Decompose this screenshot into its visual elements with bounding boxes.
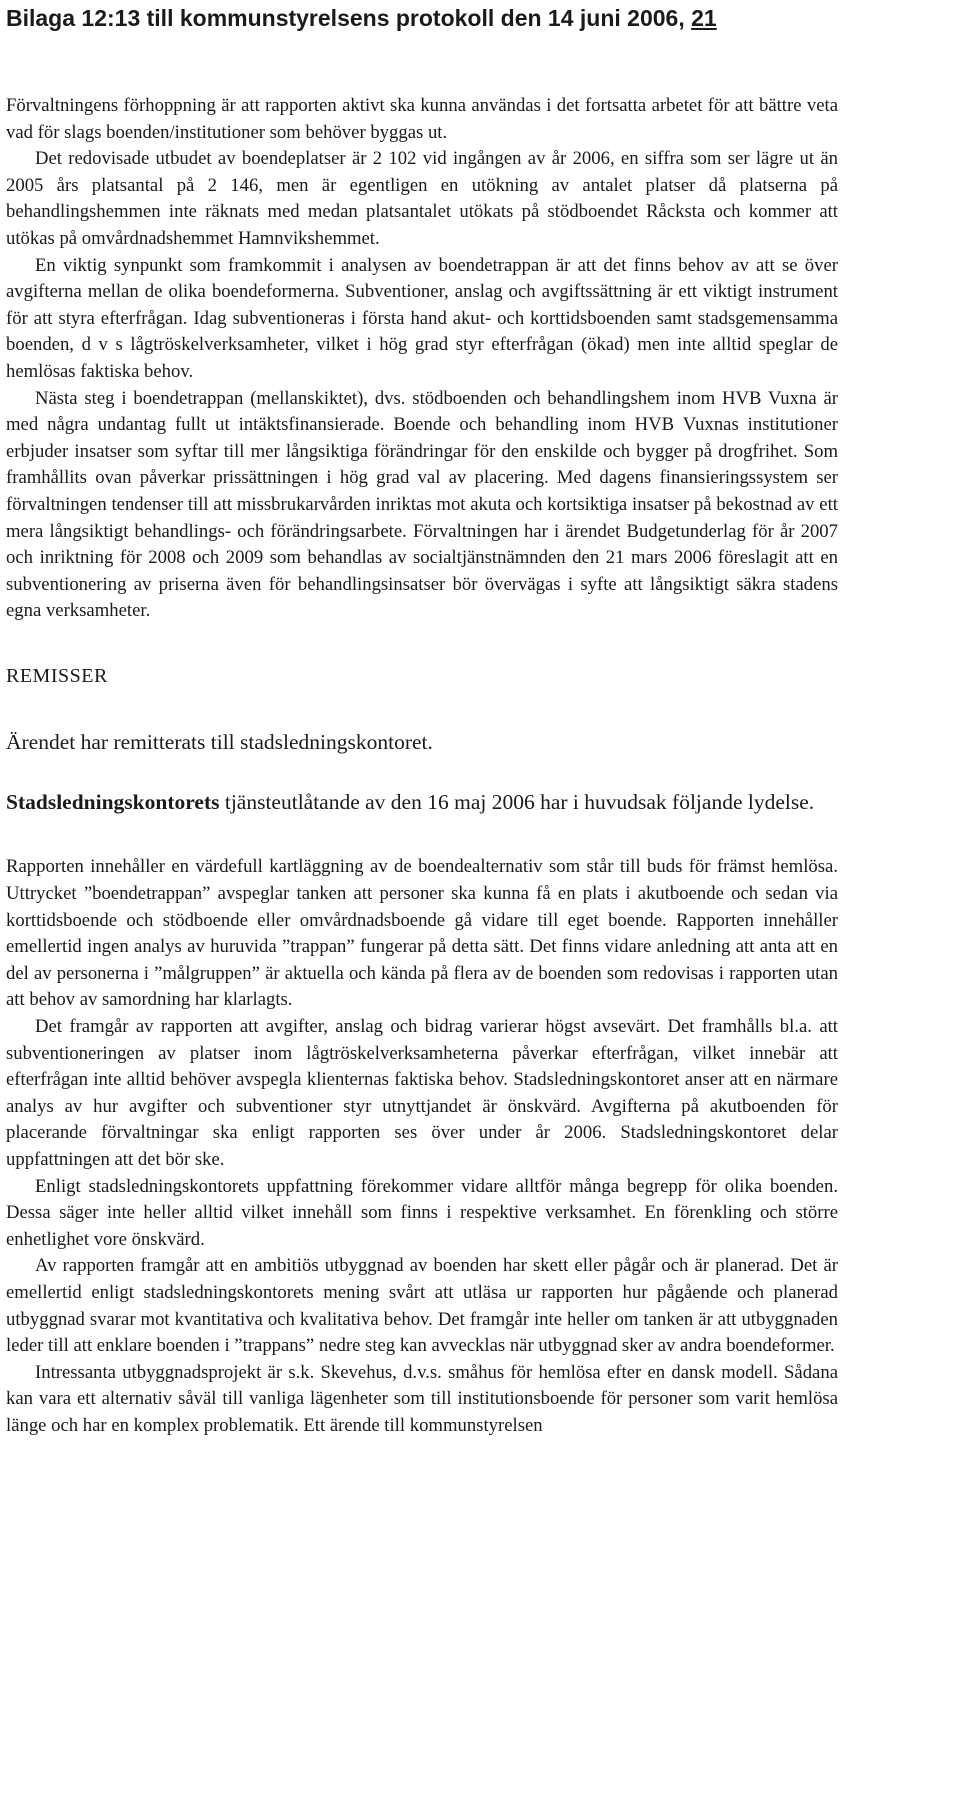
document-body [6, 93, 838, 1440]
paragraph-skevehus: Intressanta utbyggnadsprojekt är s.k. Skevehus, d.v.s. småhus för hemlösa efter en dansk modell. Sådana kan vara ett alternativ såväl till vanliga lägenheter som till institutionsboende för personer som varit hemlösa länge och har en komplex problematik. Ett ärende till kommunstyrelsen [6, 1361, 838, 1436]
paragraph-subventionering: Det framgår av rapporten att avgifter, anslag och bidrag varierar högst avsevärt. Det framhålls bl.a. att subventioneringen av platser inom lågtröskelverksamheterna påverkar efterfrågan, vilket innebär att efterfrågan inte alltid behöver avspegla klienternas faktiska behov. Stadsledningskontoret anser att en närmare analys av hur avgifter och subventioner styr utnyttjandet är önskvärd. Avgifterna på akutboenden för placerande förvaltningar ska enligt rapporten ses över under år 2006. Stadsledningskontoret delar uppfattningen att det bör ske. [6, 1016, 838, 1170]
paragraph-mellanskiktet: Nästa steg i boendetrappan (mellanskiktet), dvs. stödboenden och behandlingshem inom HVB Vuxna är med några undantag fullt ut intäktsfinansierade. Boende och behandling inom HVB Vuxnas institutioner erbjuder insatser som syftar till mer långsiktiga förändringar för den enskilde och bygger på drogfrihet. Som framhållits ovan påverkar prissättningen i hög grad val av placering. Med dagens finansieringssystem ser förvaltningen tendenser till att missbrukarvården inriktas mot akuta och kortsiktiga insatser på bekostnad av ett mera långsiktigt behandlings- och förändringsarbete. Förvaltningen har i ärendet Budgetunderlag för år 2007 och inriktning för 2008 och 2009 som behandlas av socialtjänstnämnden den 21 mars 2006 föreslagit att en subventionering av priserna även för behandlingsinsatser bör övervägas i syfte att långsiktigt säkra stadens egna verksamheter. [6, 387, 838, 622]
section-heading-remisser: REMISSER [6, 664, 108, 687]
lead-rest-text: tjänsteutlåtande av den 16 maj 2006 har i huvudsak följande lydelse. [219, 790, 815, 815]
paragraph-begrepp: Enligt stadsledningskontorets uppfattning förekommer vidare alltför många begrepp för olika boenden. Dessa säger inte heller alltid vilket innehåll som finns i respektive verksamhet. En förenkling och större enhetlighet vore önskvärd. [6, 1175, 838, 1250]
lead-bold-text: Stadsledningskontorets [6, 790, 220, 815]
paragraph-forhoppning: Förvaltningens förhoppning är att rapporten aktivt ska kunna användas i det fortsatta arbetet för att bättre veta vad för slags boenden/institutioner som behöver byggas ut. [6, 95, 838, 143]
paragraph-kartlaggning: Rapporten innehåller en värdefull kartläggning av de boendealternativ som står till buds för främst hemlösa. Uttrycket ”boendetrappan” avspeglar tanken att personer ska kunna få en plats i akutboende och sedan via korttidsboende och stödboende eller omvårdnadsboende gå vidare till eget boende. Rapporten innehåller emellertid ingen analys av huruvida ”trappan” fungerar på detta sätt. Det finns vidare anledning att anta att en del av personerna i ”målgruppen” är aktuella och kända på flera av de boenden som redovisas i rapporten utan att behov av samordning har klarlagts. [6, 856, 838, 1011]
paragraph-utbud: Det redovisade utbudet av boendeplatser är 2 102 vid ingången av år 2006, en siffra som ser lägre ut än 2005 års platsantal på 2 146, men är egentligen en utökning av antalet platser då platserna på behandlingshemmen inte räknats med medan platsantalet utökats på stödboendet Råcksta och kommer att utökas på omvårdnadshemmet Hamnvikshemmet. [6, 148, 838, 249]
paragraph-utbyggnad: Av rapporten framgår att en ambitiös utbyggnad av boenden har skett eller pågår och är planerad. Det är emellertid enligt stadsledningskontorets mening svårt att utläsa ur rapporten hur pågående och planerad utbyggnad svarar mot kvantitativa och kvalitativa behov. Det framgår inte heller om tanken är att utbyggnaden leder till att enklare boenden i ”trappans” nedre steg kan avvecklas när utbyggnad sker av andra boendeformer. [6, 1255, 838, 1357]
paragraph-remitterats: Ärendet har remitterats till stadsledningskontoret. [6, 730, 433, 755]
paragraph-avgifter: En viktig synpunkt som framkommit i analysen av boendetrappan är att det finns behov av att se över avgifterna mellan de olika boendeformerna. Subventioner, anslag och avgiftssättning är ett viktigt instrument för att styra efterfrågan. Idag subventioneras i första hand akut- och korttidsboenden samt stadsgemensamma boenden, d v s lågtröskelverksamheter, vilket i hög grad styr efterfrågan (ökad) men inte alltid speglar de hemlösas faktiska behov. [6, 254, 838, 382]
paragraph-tjansteutlatande [6, 787, 838, 817]
header-title: Bilaga 12:13 till kommunstyrelsens protokoll den 14 juni 2006, [6, 5, 685, 31]
page-header [6, 0, 838, 35]
document-page [6, 0, 838, 1440]
page-number: 21 [691, 5, 717, 31]
